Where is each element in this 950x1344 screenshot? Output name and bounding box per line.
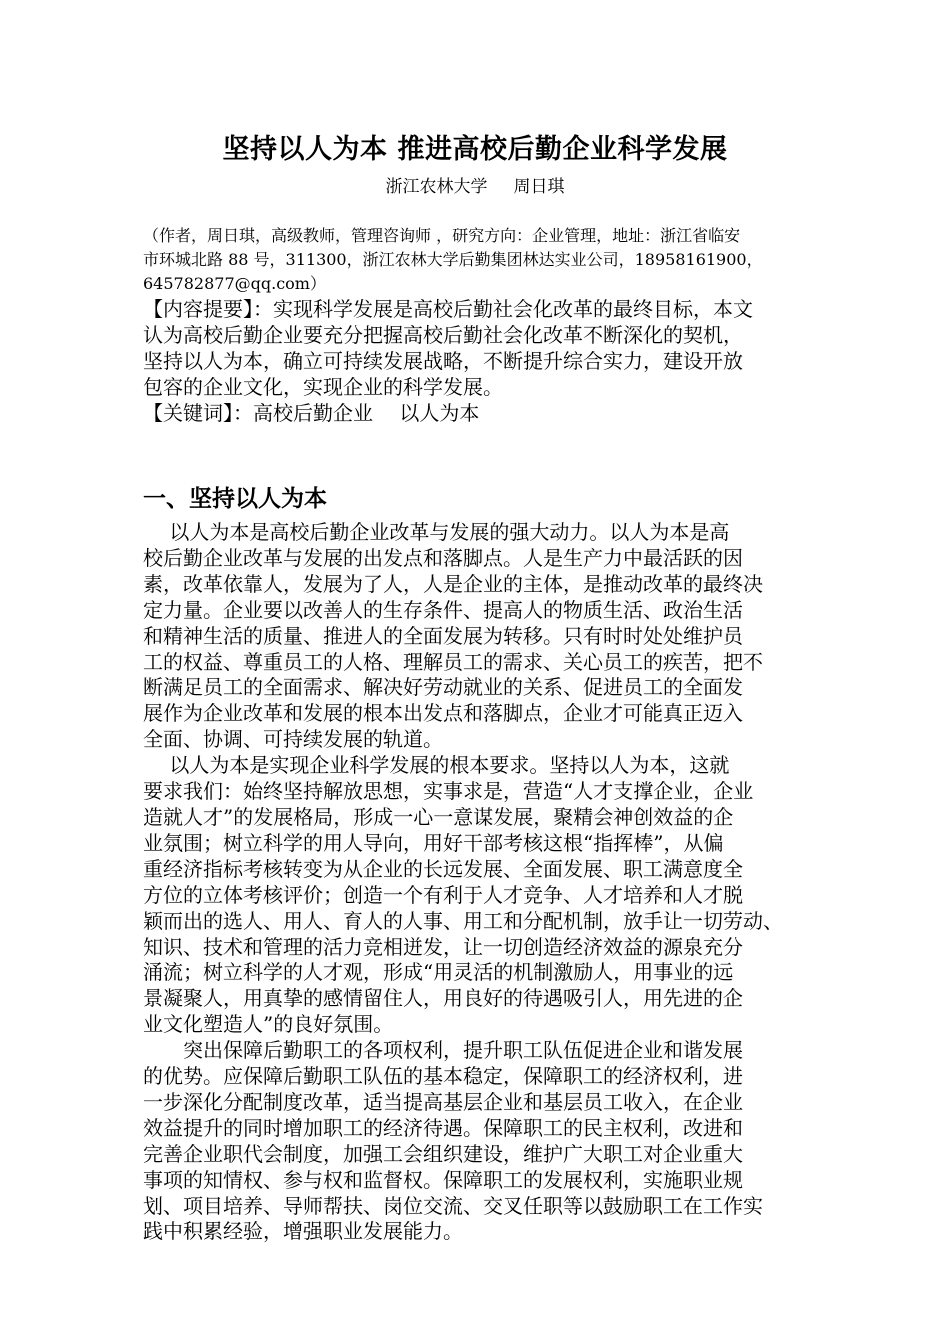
body-line: 要求我们：始终坚持解放思想，实事求是，营造“人才支撑企业，企业	[143, 779, 754, 804]
body-line: 重经济指标考核转变为从企业的长远发展、全面发展、职工满意度全	[143, 856, 743, 881]
document-title: 坚持以人为本 推进高校后勤企业科学发展	[222, 134, 728, 165]
body-line: 效益提升的同时增加职工的经济待遇。保障职工的民主权利，改进和	[143, 1115, 743, 1140]
body-line: 涌流；树立科学的人才观，形成“用灵活的机制激励人，用事业的远	[143, 960, 734, 985]
body-line: 划、项目培养、导师帮扶、岗位交流、交叉任职等以鼓励职工在工作实	[143, 1193, 763, 1218]
author-info-line: 645782877@qq.com）	[143, 274, 326, 293]
body-line: 知识、技术和管理的活力竞相迸发，让一切创造经济效益的源泉充分	[143, 934, 743, 959]
body-line: 定力量。企业要以改善人的生存条件、提高人的物质生活、政治生活	[143, 597, 743, 622]
body-line: 践中积累经验，增强职业发展能力。	[143, 1219, 463, 1244]
body-line: 校后勤企业改革与发展的出发点和落脚点。人是生产力中最活跃的因	[143, 545, 743, 570]
body-line: 景凝聚人，用真挚的感情留住人，用良好的待遇吸引人，用先进的企	[143, 986, 743, 1011]
abstract	[143, 296, 823, 426]
abstract-line: 坚持以人为本，确立可持续发展战略，不断提升综合实力，建设开放	[143, 349, 743, 373]
body-line: 全面、协调、可持续发展的轨道。	[143, 727, 443, 752]
body-line: 业文化塑造人”的良好氛围。	[143, 1012, 394, 1037]
body-line: 的优势。应保障后勤职工队伍的基本稳定，保障职工的经济权利，进	[143, 1064, 743, 1089]
body-line: 造就人才”的发展格局，形成一心一意谋发展，聚精会神创效益的企	[143, 804, 734, 829]
body-line: 工的权益、尊重员工的人格、理解员工的需求、关心员工的疾苦，把不	[143, 649, 763, 674]
author-info-line: （作者，周日琪，高级教师，管理咨询师 ，研究方向：企业管理，地址：浙江省临安	[143, 226, 741, 245]
abstract-line: 【内容提要】：实现科学发展是高校后勤社会化改革的最终目标，本文	[143, 297, 753, 321]
body-line: 事项的知情权、参与权和监督权。保障职工的发展权利，实施职业规	[143, 1167, 743, 1192]
body-line: 突出保障后勤职工的各项权利，提升职工队伍促进企业和谐发展	[143, 1038, 743, 1063]
author-name: 周日琪	[513, 177, 565, 197]
body-line: 以人为本是高校后勤企业改革与发展的强大动力。以人为本是高	[143, 520, 730, 544]
body-line: 完善企业职代会制度，加强工会组织建设，维护广大职工对企业重大	[143, 1141, 743, 1166]
section-heading: 一、坚持以人为本	[143, 486, 327, 512]
body-line: 素，改革依靠人，发展为了人，人是企业的主体，是推动改革的最终决	[143, 571, 763, 596]
body-line: 一步深化分配制度改革，适当提高基层企业和基层员工收入，在企业	[143, 1089, 743, 1114]
keywords-line: 【关键词】：高校后勤企业 以人为本	[143, 401, 480, 425]
body-line: 以人为本是实现企业科学发展的根本要求。坚持以人为本，这就	[143, 753, 730, 778]
body-line: 业氛围；树立科学的用人导向，用好干部考核这根“指挥棒”，从偏	[143, 830, 724, 855]
body-line: 颖而出的选人、用人、育人的人事、用工和分配机制，放手让一切劳动、	[143, 908, 783, 933]
author-info-line: 市环城北路 88 号，311300，浙江农林大学后勤集团林达实业公司，18958161900，	[143, 250, 763, 269]
body-line: 和精神生活的质量、推进人的全面发展为转移。只有时时处处维护员	[143, 623, 743, 648]
body-line: 展作为企业改革和发展的根本出发点和落脚点，企业才可能真正迈入	[143, 701, 743, 726]
author-line	[0, 175, 950, 199]
body-line: 方位的立体考核评价；创造一个有利于人才竞争、人才培养和人才脱	[143, 882, 743, 907]
abstract-line: 包容的企业文化，实现企业的科学发展。	[143, 375, 503, 399]
author-info	[143, 224, 823, 296]
body-line: 断满足员工的全面需求、解决好劳动就业的关系、促进员工的全面发	[143, 675, 743, 700]
abstract-line: 认为高校后勤企业要充分把握高校后勤社会化改革不断深化的契机，	[143, 323, 743, 347]
body-text	[143, 520, 823, 1245]
affiliation: 浙江农林大学	[385, 177, 488, 197]
